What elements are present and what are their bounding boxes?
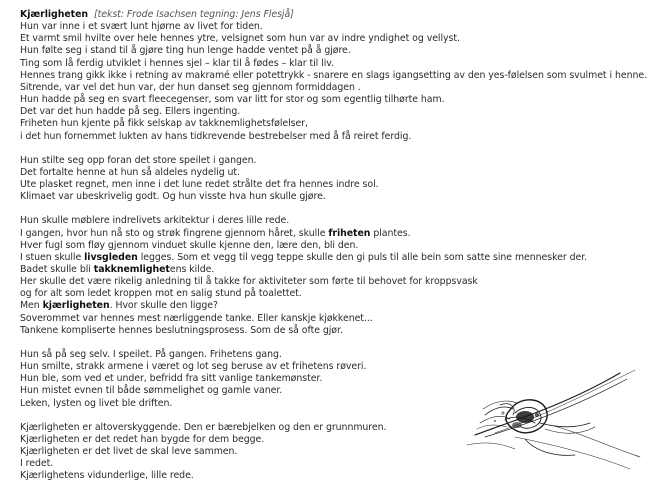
text-segment: legges. Som et vegg til vegg teppe skulle den gi puls til alle bein som satte sine mennesker der. [137, 251, 588, 263]
highlight-word: kjærligheten [42, 300, 110, 312]
header [20, 9, 650, 21]
text-line: Hun stilte seg opp foran det store speilet i gangen. [20, 154, 257, 166]
text-line: Hun smilte, strakk armene i været og lot seg beruse av et frihetens røveri. [20, 361, 367, 373]
text-line: Ute plasket regnet, men inne i det lune redet strålte det fra hennes indre sol. [20, 179, 379, 191]
article-credit: [tekst: Frode Isachsen tegning: Jens Flesjå] [94, 9, 294, 20]
text-line: Hun følte seg i stand til å gjøre ting hun lenge hadde ventet på å gjøre. [20, 45, 351, 57]
text-line: i det hun fornemmet lukten av hans tidkrevende bestrebelser med å få reiret ferdig. [20, 130, 412, 142]
highlight-word: friheten [328, 227, 371, 239]
text-line: Tankene kompliserte hennes beslutningsprosess. Som de så ofte gjør. [20, 324, 343, 336]
highlight-word: takknemlighet [93, 263, 170, 275]
text-segment: Badet skulle bli [20, 263, 94, 275]
text-line: Hun ble, som ved et under, befridd fra sitt vanlige tankemønster. [20, 373, 323, 385]
stanza-2 [20, 155, 650, 204]
text-line: Det fortalte henne at hun så aldeles nydelig ut. [20, 166, 240, 178]
text-segment: . Hvor skulle den ligge? [109, 300, 218, 312]
text-line [20, 228, 650, 240]
text-line: Hun mistet evnen til både sømmelighet og gamle vaner. [20, 385, 283, 397]
text-line: Her skulle det være rikelig anledning til å takke for aktiviteter som førte til behovet for kroppsvask [20, 276, 478, 288]
text-line [20, 300, 650, 312]
text-segment: ens kilde. [169, 263, 215, 275]
text-line: Kjærlighetens vidunderlige, lille rede. [20, 470, 194, 482]
text-segment: plantes. [370, 227, 411, 239]
highlight-word: livsgleden [84, 251, 138, 263]
text-line: Klimaet var ubeskrivelig godt. Og hun visste hva hun skulle gjøre. [20, 191, 326, 203]
text-line: Hun var inne i et svært lunt hjørne av livet for tiden. [20, 21, 263, 33]
text-line: Et varmt smil hvilte over hele hennes ytre, velsignet som hun var av indre yndighet og vellyst. [20, 33, 460, 45]
article-title: Kjærligheten [20, 9, 89, 20]
text-line: Sitrende, var vel det hun var, der hun danset seg gjennom formiddagen . [20, 81, 361, 93]
text-segment: I gangen, hvor hun nå sto og strøk fingrene gjennom håret, skulle [20, 227, 329, 239]
text-line: Hun skulle møblere indrelivets arkitektur i deres lille rede. [20, 215, 290, 227]
text-line: Hun så på seg selv. I speilet. På gangen. Frihetens gang. [20, 348, 282, 360]
text-line: Kjærligheten er det livet de skal leve sammen. [20, 446, 238, 457]
text-line [20, 252, 650, 264]
text-line: Kjærligheten er det redet han bygde for dem begge. [20, 433, 265, 445]
stanza-3 [20, 215, 650, 337]
text-line: Friheten hun kjente på fikk selskap av takknemlighetsfølelser, [20, 118, 308, 130]
text-line: og for alt som ledet kroppen mot en salig stund på toalettet. [20, 288, 302, 300]
text-line: Ting som lå ferdig utviklet i hennes sjel – klar til å fødes – klar til liv. [20, 57, 334, 69]
text-line: I redet. [20, 458, 54, 470]
text-segment: I stuen skulle [20, 251, 85, 263]
ink-drawing-illustration [455, 365, 645, 475]
text-line: Leken, lysten og livet ble driften. [20, 397, 173, 409]
text-line: Soverommet var hennes mest nærliggende tanke. Eller kanskje kjøkkenet... [20, 312, 373, 324]
text-line: Det var det hun hadde på seg. Ellers ingenting. [20, 106, 241, 118]
stanza-1 [20, 21, 650, 143]
text-line: Kjærligheten er altoverskyggende. Den er bærebjelken og den er grunnmuren. [20, 421, 387, 433]
text-line: Hun hadde på seg en svart fleecegenser, som var litt for stor og som egentlig tilhørte ham. [20, 94, 445, 106]
text-line [20, 264, 650, 276]
text-line: Hennes trang gikk ikke i retning av makramé eller potettrykk - snarere en slags igangsetting av den yes-følelsen som svulmet i henne. [20, 69, 647, 81]
text-segment: Men [20, 300, 43, 312]
text-line: Hver fugl som fløy gjennom vinduet skulle kjenne den, lære den, bli den. [20, 239, 359, 251]
